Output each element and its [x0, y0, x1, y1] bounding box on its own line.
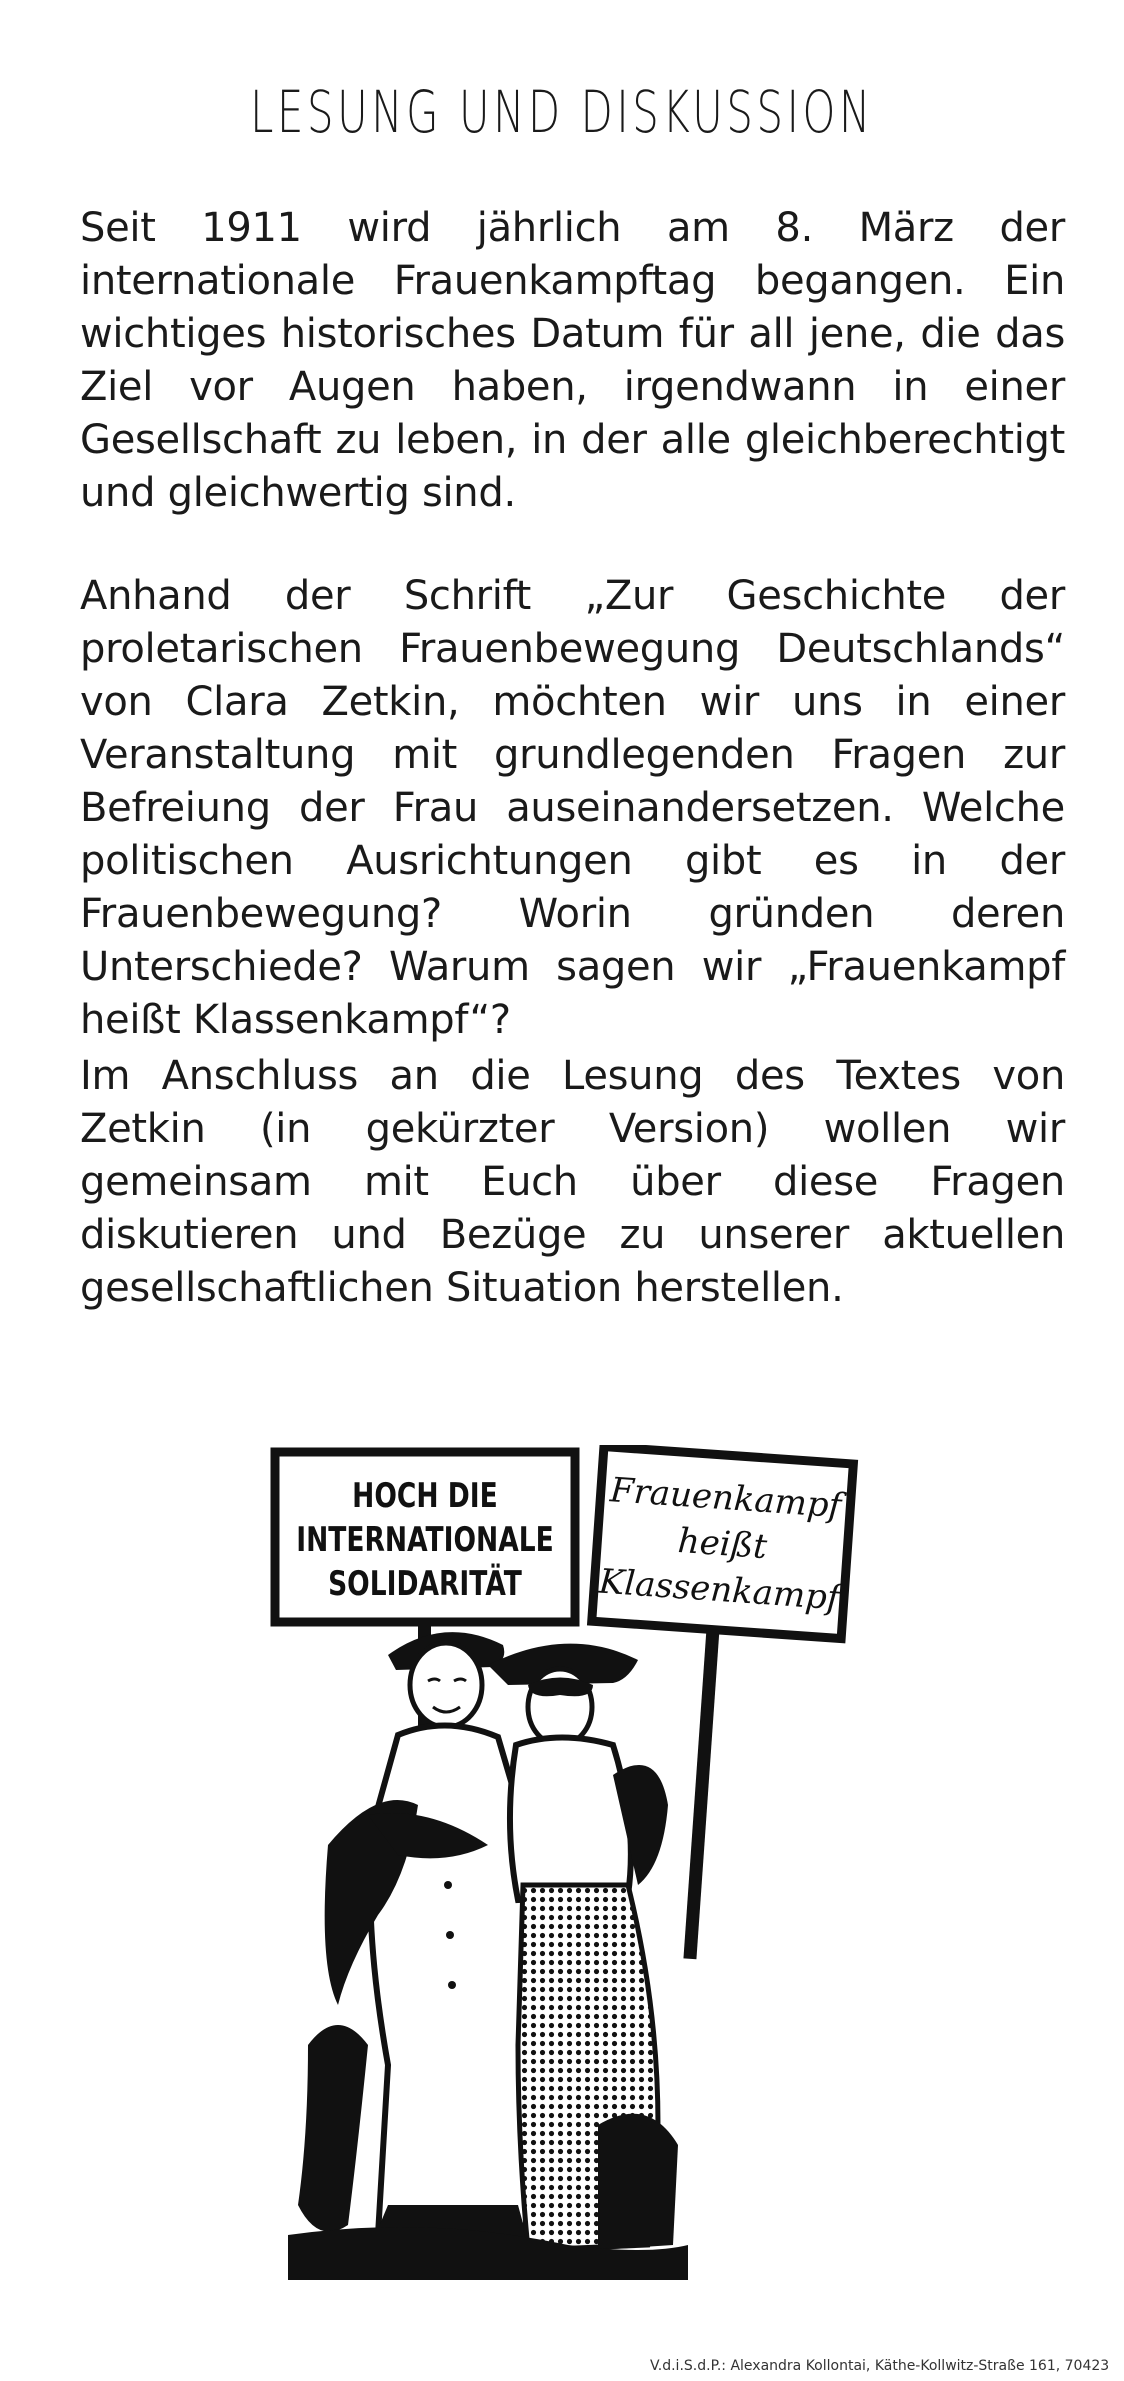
- sign-left-line-2: INTERNATIONALE: [296, 1520, 554, 1560]
- woman-left: [298, 1632, 533, 2265]
- paragraph-zetkin: Anhand der Schrift „Zur Geschichte der proletarischen Frauenbewegung Deutschlands“ von Clara Zetkin, möchten wir uns in einer Veranstaltung mit grundlegenden Fragen zur Befreiung der Frau auseinandersetzen. Welche politischen Ausrichtungen gibt es in der Frauenbewegung? Worin gründen deren Unterschiede? Warum sagen wir „Frauenkampf heißt Klassenkampf“?: [80, 573, 1065, 1043]
- page-title: LESUNG UND DISKUSSION: [250, 78, 874, 146]
- imprint-footer: V.d.i.S.d.P.: Alexandra Kollontai, Käthe-Kollwitz-Straße 161, 70423: [650, 2358, 1110, 2374]
- sign-right-line-1: Frauenkampf: [608, 1470, 843, 1527]
- protest-illustration: [268, 1445, 928, 2290]
- sign-right-line-3: Klassenkampf: [597, 1561, 841, 1619]
- sign-right-line-2: heißt: [676, 1521, 769, 1568]
- paragraph-discussion: Im Anschluss an die Lesung des Textes von Zetkin (in gekürzter Version) wollen wir gemeinsam mit Euch über diese Fragen diskutieren und Bezüge zu unserer aktuellen gesellschaftlichen Situation herstellen.: [80, 1053, 1065, 1311]
- paragraph-intro: Seit 1911 wird jährlich am 8. März der internationale Frauenkampftag begangen. Ein wichtiges historisches Datum für all jene, die das Ziel vor Augen haben, irgendwann in einer Gesellschaft zu leben, in der alle gleichberechtigt und gleichwertig sind.: [80, 205, 1065, 516]
- sign-left-line-1: HOCH DIE: [352, 1476, 498, 1516]
- sign-left-line-3: SOLIDARITÄT: [328, 1564, 522, 1604]
